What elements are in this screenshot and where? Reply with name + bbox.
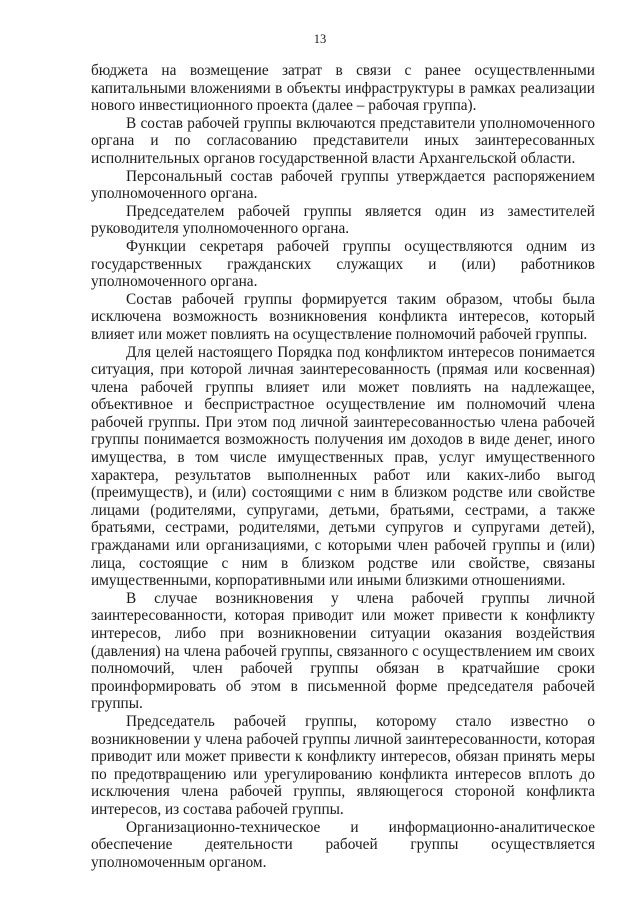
- paragraph-secretary: Функции секретаря рабочей группы осуществляются одним из государственных гражданских служащих и (или) работников уполномоченного органа.: [91, 237, 595, 291]
- paragraph-technical-support: Организационно-техническое и информационно-аналитическое обеспечение деятельности рабочей группы осуществляется уполномоченным органом.: [91, 818, 595, 871]
- paragraph-chairman: Председателем рабочей группы является один из заместителей руководителя уполномоченного органа.: [91, 202, 595, 238]
- paragraph-conflict-definition: Для целей настоящего Порядка под конфликтом интересов понимается ситуация, при которой личная заинтересованность (прямая или косвенная) члена рабочей группы влияет или может повлиять на надлежащее, объективное и беспристрастное осуществление им полномочий члена рабочей группы. При этом под личной заинтересованностью члена рабочей группы понимается возможность получения им доходов в виде денег, иного имущества, в том числе имущественных прав, услуг имущественного характера, результатов выполненных работ или каких-либо выгод (преимуществ), и (или) состоящими с ним в близком родстве или свойстве лицами (родителями, супругами, детьми, братьями, сестрами, а также братьями, сестрами, родителями, детьми супругов и супругами детей), гражданами или организациями, с которыми член рабочей группы и (или) лица, состоящие с ним в близком родстве или свойстве, связаны имущественными, корпоративными или иными близкими отношениями.: [91, 343, 595, 590]
- document-body: [91, 62, 595, 871]
- paragraph-composition: В состав рабочей группы включаются представители уполномоченного органа и по согласованию представители иных заинтересованных исполнительных органов государственной власти Архангельской области.: [91, 114, 595, 167]
- paragraph-budget-continuation: бюджета на возмещение затрат в связи с ранее осуществленными капитальными вложениями в объекты инфраструктуры в рамках реализации нового инвестиционного проекта (далее – рабочая группа).: [91, 62, 595, 115]
- paragraph-chairman-measures: Председатель рабочей группы, которому стало известно о возникновении у члена рабочей группы личной заинтересованности, которая приводит или может привести к конфликту интересов, обязан принять меры по предотвращению или урегулированию конфликта интересов вплоть до исключения члена рабочей группы, являющегося стороной конфликта интересов, из состава рабочей группы.: [91, 712, 595, 818]
- paragraph-conflict-prevention: Состав рабочей группы формируется таким образом, чтобы была исключена возможность возникновения конфликта интересов, который влияет или может повлиять на осуществление полномочий рабочей группы.: [91, 290, 595, 343]
- paragraph-conflict-notification: В случае возникновения у члена рабочей группы личной заинтересованности, которая приводит или может привести к конфликту интересов, либо при возникновении ситуации оказания воздействия (давления) на члена рабочей группы, связанного с осуществлением им своих полномочий, член рабочей группы обязан в кратчайшие сроки проинформировать об этом в письменной форме председателя рабочей группы.: [91, 589, 595, 713]
- paragraph-personal-composition: Персональный состав рабочей группы утверждается распоряжением уполномоченного органа.: [91, 167, 595, 203]
- page-number: 13: [313, 32, 327, 46]
